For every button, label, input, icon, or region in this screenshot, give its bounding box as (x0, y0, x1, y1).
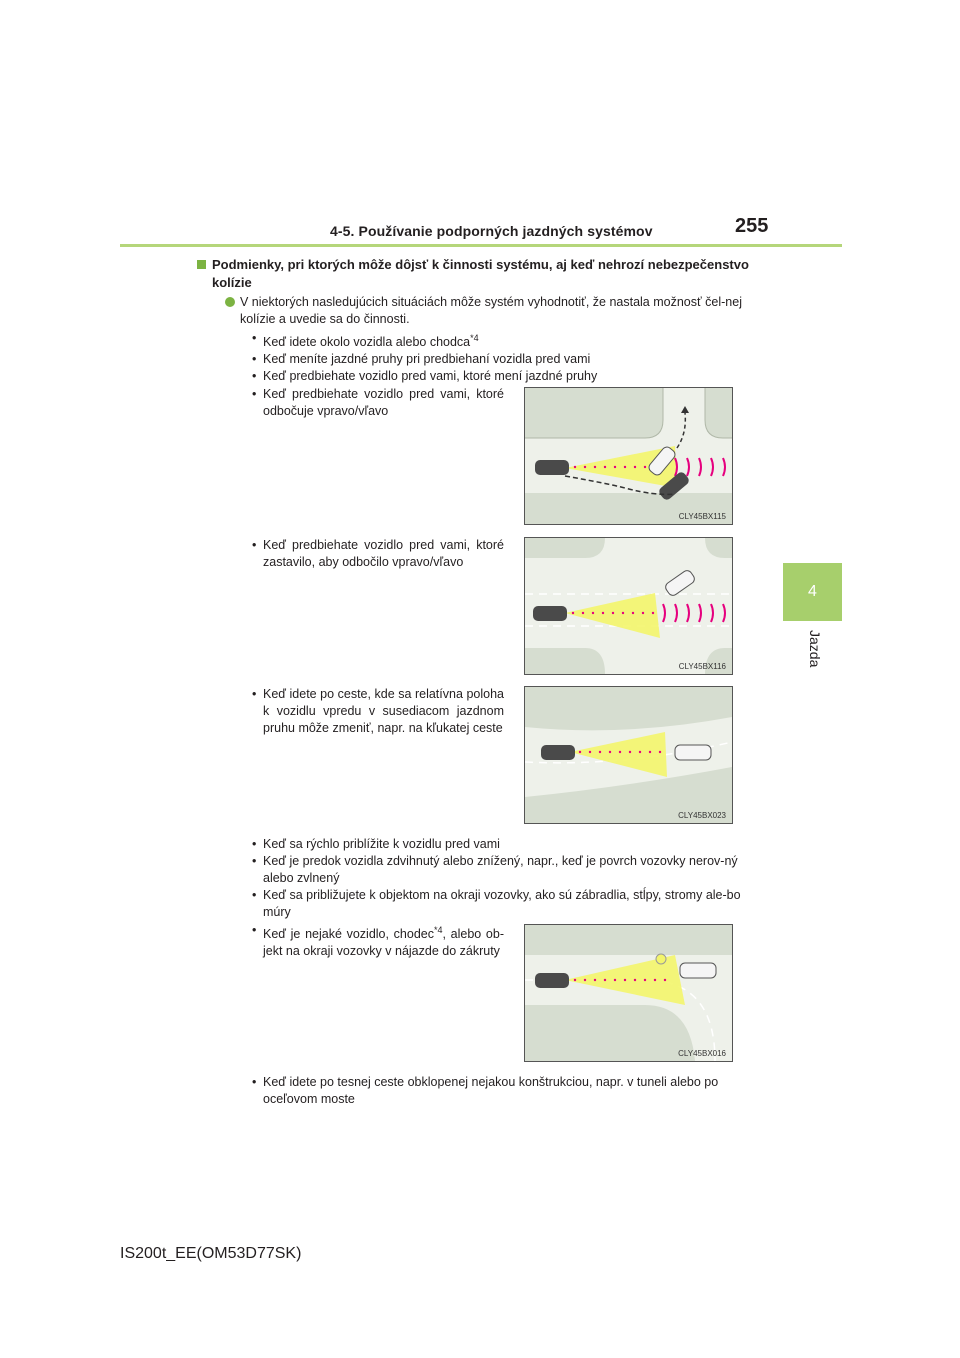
list-item: • Keď je predok vozidla zdvihnutý alebo znížený, napr., keď je povrch vozovky nerov-ný alebo zvlnený (252, 853, 752, 887)
chapter-title: 4-5. Používanie podporných jazdných systémov (330, 223, 653, 239)
intro-text: V niektorých nasledujúcich situáciách môže systém vyhodnotiť, že nastala možnosť čel-nej kolízie a uvedie sa do činnosti. (240, 295, 742, 326)
intro-paragraph (240, 294, 750, 328)
list-item: • Keď idete po tesnej ceste obklopenej nejakou konštrukciou, napr. v tuneli alebo po oceľovom moste (252, 1074, 752, 1108)
figure-4-curve-entry (524, 924, 733, 1062)
condition-list-middle (252, 836, 752, 921)
section-heading (212, 256, 752, 292)
list-item: • Keď sa rýchlo priblížite k vozidlu pred vami (252, 836, 752, 853)
header-rule (120, 244, 842, 247)
figure-code: CLY45BX116 (678, 662, 726, 671)
chapter-tab-label: Jazda (807, 630, 823, 668)
figure-code: CLY45BX016 (678, 1049, 726, 1058)
section-heading-text: Podmienky, pri ktorých môže dôjsť k činnosti systému, aj keď nehrozí nebezpečenstvo kolízie (212, 257, 749, 290)
figure-4-caption: • Keď je nejaké vozidlo, chodec$^{*4}$, alebo ob-jekt na okraji vozovky v nájazde do zákruty (252, 922, 504, 960)
figure-code: CLY45BX115 (678, 512, 726, 521)
list-item: • Keď predbiehate vozidlo pred vami, ktoré mení jazdné pruhy (252, 368, 752, 385)
circle-bullet-icon (225, 297, 235, 307)
footer-model-code: IS200t_EE(OM53D77SK) (120, 1245, 302, 1262)
list-item: • Keď idete okolo vozidla alebo chodca$^{*4}$ (252, 330, 752, 351)
page-number: 255 (735, 215, 769, 237)
figure-code: CLY45BX023 (678, 811, 726, 820)
square-bullet-icon (197, 260, 206, 269)
figure-1-caption: • Keď predbiehate vozidlo pred vami, ktoré odbočuje vpravo/vľavo (252, 386, 504, 420)
condition-list-top (252, 330, 752, 385)
list-item: • Keď meníte jazdné pruhy pri predbiehaní vozidla pred vami (252, 351, 752, 368)
figure-2-caption: • Keď predbiehate vozidlo pred vami, ktoré zastavilo, aby odbočilo vpravo/vľavo (252, 537, 504, 571)
figure-1-overtaking-turning (524, 387, 733, 525)
figure-2-overtaking-stopped (524, 537, 733, 675)
figure-3-winding-road (524, 686, 733, 824)
list-item: • Keď sa približujete k objektom na okraji vozovky, ako sú zábradlia, stĺpy, stromy ale-bo múry (252, 887, 752, 921)
figure-3-caption: • Keď idete po ceste, kde sa relatívna poloha k vozidlu vpredu v susediacom jazdnom pruhu môže zmeniť, napr. na kľukatej ceste (252, 686, 504, 737)
chapter-tab: 4 (783, 563, 842, 621)
condition-list-bottom (252, 1074, 752, 1108)
